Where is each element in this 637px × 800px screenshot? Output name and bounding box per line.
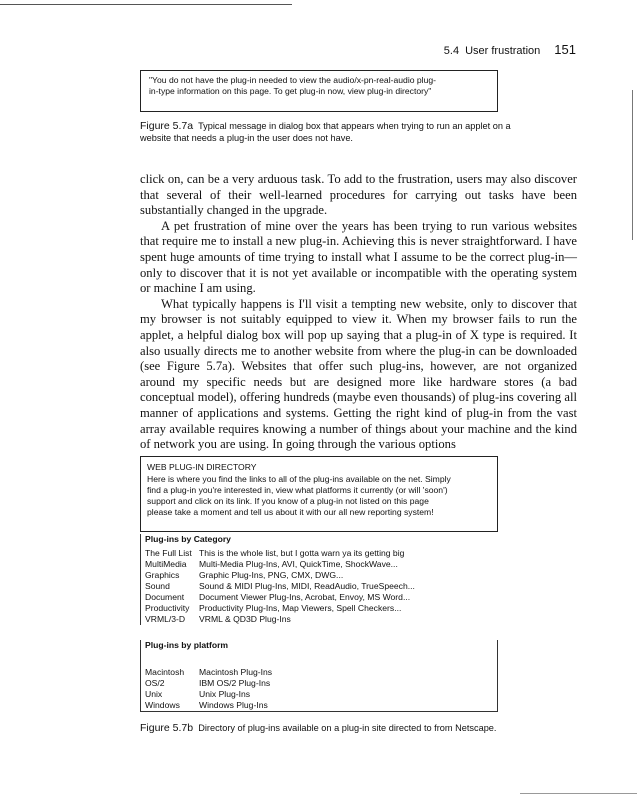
margin-rule bbox=[632, 90, 633, 240]
category-link[interactable]: MultiMedia bbox=[145, 559, 187, 569]
platform-row[interactable] bbox=[145, 667, 493, 678]
category-desc: Document Viewer Plug-Ins, Acrobat, Envoy, MS Word... bbox=[199, 592, 411, 602]
category-link[interactable]: The Full List bbox=[145, 548, 192, 558]
plugin-message-box bbox=[140, 70, 498, 112]
platform-row[interactable] bbox=[145, 689, 493, 700]
caption-text: Directory of plug-ins available on a plug-in site directed to from Netscape. bbox=[198, 723, 497, 733]
category-link[interactable]: Document bbox=[145, 592, 185, 602]
category-link[interactable]: Productivity bbox=[145, 603, 190, 613]
platform-desc: Windows Plug-Ins bbox=[199, 700, 268, 710]
platform-link[interactable]: Windows bbox=[145, 700, 180, 710]
category-heading: Plug-ins by Category bbox=[145, 534, 231, 544]
caption-text: Typical message in dialog box that appears when trying to run an applet on a bbox=[198, 121, 511, 131]
platform-desc: IBM OS/2 Plug-Ins bbox=[199, 678, 271, 688]
paragraph: click on, can be a very arduous task. To add to the frustration, users may also discover that several of their well-learned procedures for carrying out tasks have been substantially changed in the upgrade. bbox=[140, 172, 577, 218]
directory-header bbox=[140, 456, 498, 532]
top-rule bbox=[0, 4, 292, 5]
section-number: 5.4 bbox=[443, 45, 460, 57]
category-row[interactable] bbox=[145, 592, 494, 603]
category-desc: Graphic Plug-Ins, PNG, CMX, DWG... bbox=[199, 570, 344, 580]
category-row[interactable] bbox=[145, 614, 494, 625]
plugin-directory-figure bbox=[140, 456, 498, 712]
category-desc: VRML & QD3D Plug-Ins bbox=[199, 614, 291, 624]
intro-line: Here is where you find the links to all of the plug-ins available on the net. Simply bbox=[147, 474, 451, 484]
intro-line: find a plug-in you're interested in, view what platforms it currently (or will 'soon') bbox=[147, 485, 448, 495]
category-row[interactable] bbox=[145, 548, 494, 559]
caption-text: website that needs a plug-in the user does not have. bbox=[140, 133, 353, 143]
category-link[interactable]: VRML/3-D bbox=[145, 614, 186, 624]
running-head bbox=[444, 42, 576, 57]
page-number: 151 bbox=[554, 42, 576, 57]
category-row[interactable] bbox=[145, 603, 494, 614]
category-desc: Sound & MIDI Plug-Ins, MIDI, ReadAudio, TrueSpeech... bbox=[199, 581, 415, 591]
figure-5-7b-caption bbox=[140, 722, 570, 734]
platform-link[interactable]: Unix bbox=[145, 689, 163, 699]
figure-label: Figure 5.7b bbox=[140, 722, 194, 734]
intro-line: support and click on its link. If you know of a plug-in not listed on this page bbox=[147, 496, 429, 506]
figure-5-7a-caption bbox=[140, 120, 520, 144]
platform-desc: Macintosh Plug-Ins bbox=[199, 667, 273, 677]
section-title: User frustration bbox=[465, 45, 541, 57]
platform-link[interactable]: Macintosh bbox=[145, 667, 185, 677]
category-row[interactable] bbox=[145, 559, 494, 570]
directory-title: WEB PLUG-IN DIRECTORY bbox=[147, 462, 257, 472]
paragraph: What typically happens is I'll visit a tempting new website, only to discover that my browser is not suitably equipped to view it. When my browser fails to run the applet, a helpful dialog box will pop up saying that a plug-in of X type is required. It also usually directs me to another website from where the plug-in can be downloaded (see Figure 5.7a). Websites that offer such plug-ins, however, are not organized around my specific needs but are designed more like hardware stores (a bad conceptual model), offering hundreds (maybe even thousands) of plug-ins covering all manner of applications and systems. Getting the right kind of plug-in from the vast array available requires knowing a number of things about your machine and the kind of network you are using. In going through the various options bbox=[140, 296, 577, 452]
category-link[interactable]: Sound bbox=[145, 581, 170, 591]
category-row[interactable] bbox=[145, 570, 494, 581]
bottom-rule bbox=[520, 793, 637, 794]
directory-intro bbox=[147, 474, 491, 518]
platform-section bbox=[140, 640, 498, 712]
platform-heading: Plug-ins by platform bbox=[145, 640, 229, 650]
message-line: "You do not have the plug-in needed to view the audio/x-pn-real-audio plug- bbox=[149, 75, 437, 85]
category-section bbox=[140, 534, 498, 625]
category-row[interactable] bbox=[145, 581, 494, 592]
category-desc: This is the whole list, but I gotta warn ya its getting big bbox=[199, 548, 405, 558]
message-line: in-type information on this page. To get plug-in now, view plug-in directory" bbox=[149, 86, 432, 96]
paragraph: A pet frustration of mine over the years has been trying to run various websites that require me to install a new plug-in. Achieving this is never straightforward. I have spent huge amounts of time trying to install what I assume to be the correct plug-in—only to discover that it is not yet available or incompatible with the operating system or machine I am using. bbox=[140, 218, 577, 296]
platform-link[interactable]: OS/2 bbox=[145, 678, 165, 688]
category-desc: Multi-Media Plug-Ins, AVI, QuickTime, ShockWave... bbox=[199, 559, 398, 569]
intro-line: please take a moment and tell us about it with our all new reporting system! bbox=[147, 507, 434, 517]
body-text bbox=[140, 172, 577, 453]
category-desc: Productivity Plug-Ins, Map Viewers, Spell Checkers... bbox=[199, 603, 402, 613]
platform-desc: Unix Plug-Ins bbox=[199, 689, 251, 699]
platform-row[interactable] bbox=[145, 700, 493, 711]
platform-row[interactable] bbox=[145, 678, 493, 689]
category-link[interactable]: Graphics bbox=[145, 570, 180, 580]
figure-label: Figure 5.7a bbox=[140, 120, 194, 132]
